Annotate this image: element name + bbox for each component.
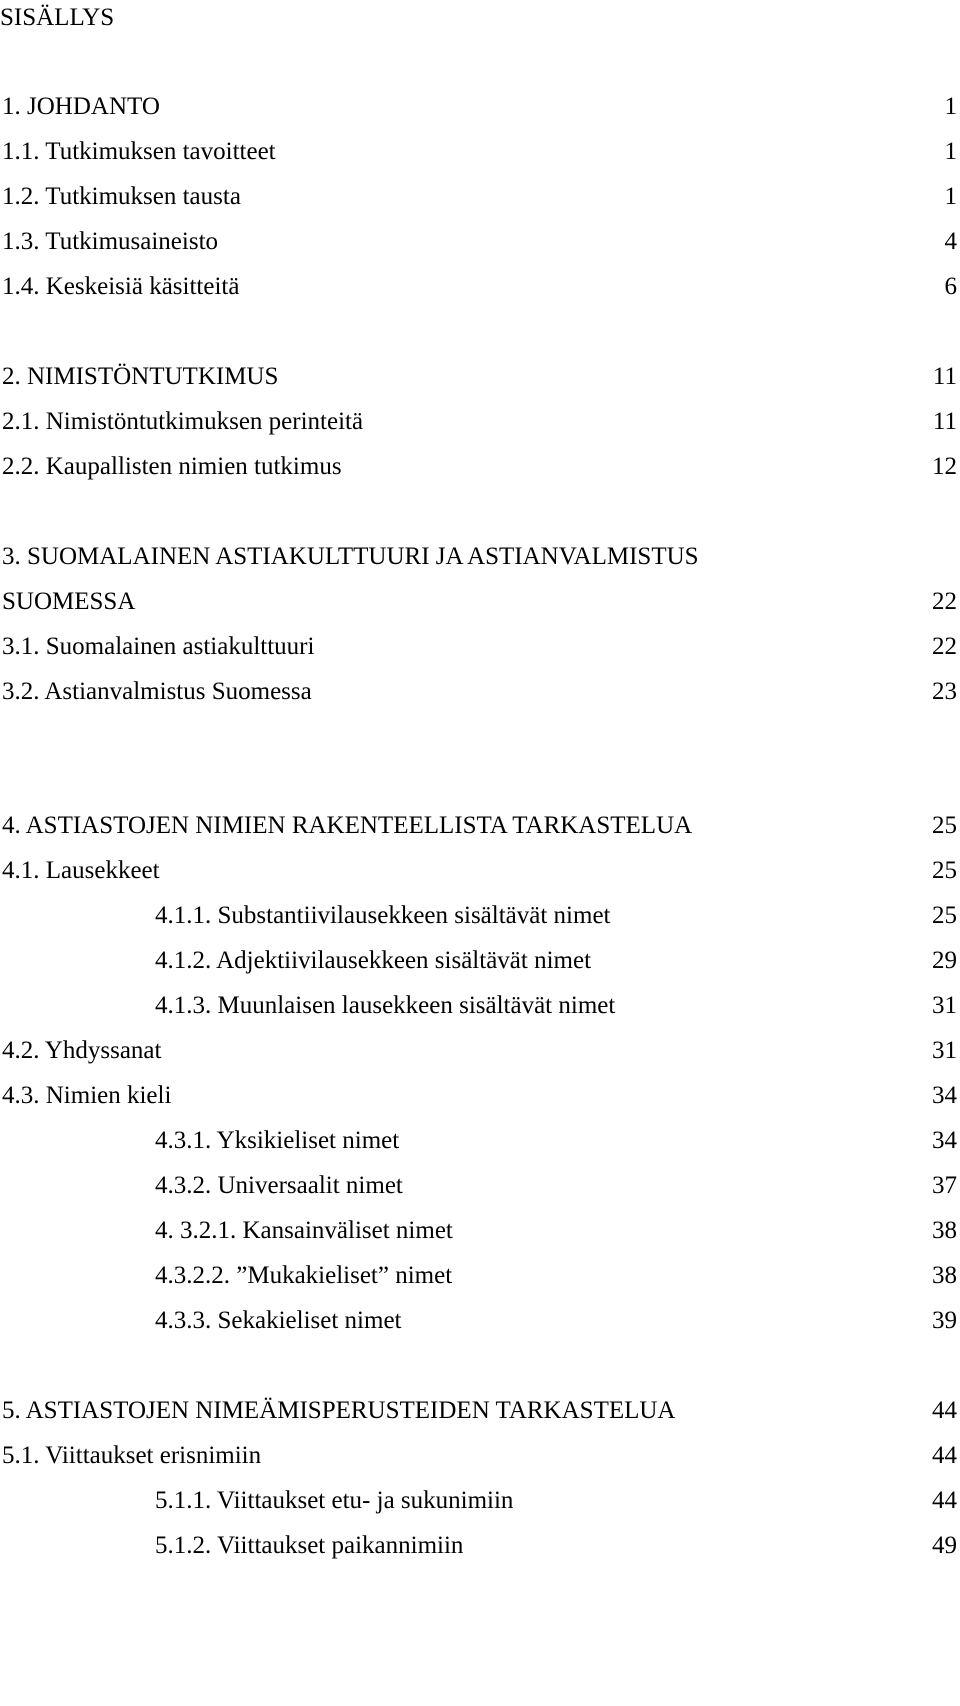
toc-entry-label: 2.1. Nimistöntutkimuksen perinteitä (2, 408, 364, 435)
toc-entry[interactable] (0, 91, 960, 123)
toc-entry-page: 44 (932, 1487, 957, 1514)
toc-entry[interactable] (0, 1260, 960, 1292)
toc-entry-label: 1.1. Tutkimuksen tavoitteet (2, 138, 276, 165)
toc-entry[interactable] (0, 1080, 960, 1112)
toc-entry-label: 5.1. Viittaukset erisnimiin (2, 1442, 262, 1469)
toc-entry-label: 4. ASTIASTOJEN NIMIEN RAKENTEELLISTA TARKASTELUA (2, 812, 693, 839)
toc-entry-label: 1. JOHDANTO (2, 93, 160, 120)
toc-entry-page: 22 (932, 633, 957, 660)
toc-entry[interactable] (0, 1395, 960, 1427)
toc-entry-page: 34 (932, 1127, 957, 1154)
toc-entry-label: 2. NIMISTÖNTUTKIMUS (2, 363, 279, 390)
toc-entry-label: 4.3.2.2. ”Mukakieliset” nimet (155, 1262, 453, 1289)
toc-entry[interactable] (0, 1170, 960, 1202)
toc-entry-label: 4.1.3. Muunlaisen lausekkeen sisältävät nimet (155, 992, 616, 1019)
toc-entry[interactable] (0, 945, 960, 977)
toc-entry-label: 4.3.2. Universaalit nimet (155, 1172, 403, 1199)
toc-entry-label: 4.1.1. Substantiivilausekkeen sisältävät nimet (155, 902, 611, 929)
toc-entry-page: 25 (932, 902, 957, 929)
toc-entry[interactable] (0, 1440, 960, 1472)
toc-entry-label: 4.1.2. Adjektiivilausekkeen sisältävät nimet (155, 947, 592, 974)
toc-entry-page: 39 (932, 1307, 957, 1334)
toc-entry[interactable] (0, 226, 960, 258)
page-title: SISÄLLYS (0, 4, 115, 31)
toc-entry-page: 31 (932, 992, 957, 1019)
toc-entry-label: 3. SUOMALAINEN ASTIAKULTTUURI JA ASTIANVALMISTUS (2, 543, 699, 570)
toc-entry-page: 37 (932, 1172, 957, 1199)
toc-entry[interactable] (0, 1305, 960, 1337)
toc-entry-page: 1 (944, 93, 957, 120)
toc-entry[interactable] (0, 361, 960, 393)
toc-entry[interactable] (0, 586, 960, 618)
toc-entry[interactable] (0, 271, 960, 303)
toc-entry-page: 6 (944, 273, 957, 300)
toc-entry[interactable] (0, 541, 960, 573)
toc-entry-page: 44 (932, 1442, 957, 1469)
toc-entry-page: 23 (932, 678, 957, 705)
toc-entry[interactable] (0, 631, 960, 663)
toc-entry[interactable] (0, 990, 960, 1022)
toc-entry-page: 11 (932, 363, 957, 390)
toc-entry-page: 25 (932, 812, 957, 839)
toc-entry-page: 22 (932, 588, 957, 615)
toc-entry-label: 1.4. Keskeisiä käsitteitä (2, 273, 240, 300)
toc-entry[interactable] (0, 181, 960, 213)
toc-entry-page: 38 (932, 1262, 957, 1289)
toc-entry-page: 1 (944, 183, 957, 210)
toc-entry[interactable] (0, 1530, 960, 1562)
toc-entry-page: 34 (932, 1082, 957, 1109)
toc-entry[interactable] (0, 1215, 960, 1247)
toc-entry-page: 11 (932, 408, 957, 435)
toc-entry-page: 38 (932, 1217, 957, 1244)
toc-entry-label: 3.1. Suomalainen astiakulttuuri (2, 633, 315, 660)
toc-entry-page: 4 (944, 228, 957, 255)
toc-entry[interactable] (0, 810, 960, 842)
toc-entry-label: 4.2. Yhdyssanat (2, 1037, 162, 1064)
toc-entry-label: 4.3.3. Sekakieliset nimet (155, 1307, 402, 1334)
toc-entry-label: 4.3.1. Yksikieliset nimet (155, 1127, 400, 1154)
toc-entry-page: 44 (932, 1397, 957, 1424)
toc-entry-label: 5. ASTIASTOJEN NIMEÄMISPERUSTEIDEN TARKASTELUA (2, 1397, 676, 1424)
toc-entry[interactable] (0, 900, 960, 932)
toc-entry-page: 25 (932, 857, 957, 884)
toc-entry-label: 5.1.1. Viittaukset etu- ja sukunimiin (155, 1487, 514, 1514)
toc-entry-page: 31 (932, 1037, 957, 1064)
toc-entry-page: 29 (932, 947, 957, 974)
toc-entry[interactable] (0, 1125, 960, 1157)
toc-entry[interactable] (0, 451, 960, 483)
toc-entry[interactable] (0, 1485, 960, 1517)
toc-entry-page: 1 (944, 138, 957, 165)
toc-entry-label: 1.2. Tutkimuksen tausta (2, 183, 241, 210)
toc-entry[interactable] (0, 855, 960, 887)
toc-entry-label: 4.1. Lausekkeet (2, 857, 160, 884)
toc-entry-label: SUOMESSA (2, 588, 136, 615)
toc-entry-page: 49 (932, 1532, 957, 1559)
toc-entry-label: 4.3. Nimien kieli (2, 1082, 172, 1109)
toc-entry[interactable] (0, 136, 960, 168)
toc-entry[interactable] (0, 676, 960, 708)
toc-entry[interactable] (0, 406, 960, 438)
toc-entry-label: 5.1.2. Viittaukset paikannimiin (155, 1532, 464, 1559)
toc-entry-label: 3.2. Astianvalmistus Suomessa (2, 678, 312, 705)
toc-entry-label: 1.3. Tutkimusaineisto (2, 228, 219, 255)
toc-entry-label: 4. 3.2.1. Kansainväliset nimet (155, 1217, 453, 1244)
toc-entry[interactable] (0, 1035, 960, 1067)
toc-entry-page: 12 (932, 453, 957, 480)
toc-entry-label: 2.2. Kaupallisten nimien tutkimus (2, 453, 342, 480)
